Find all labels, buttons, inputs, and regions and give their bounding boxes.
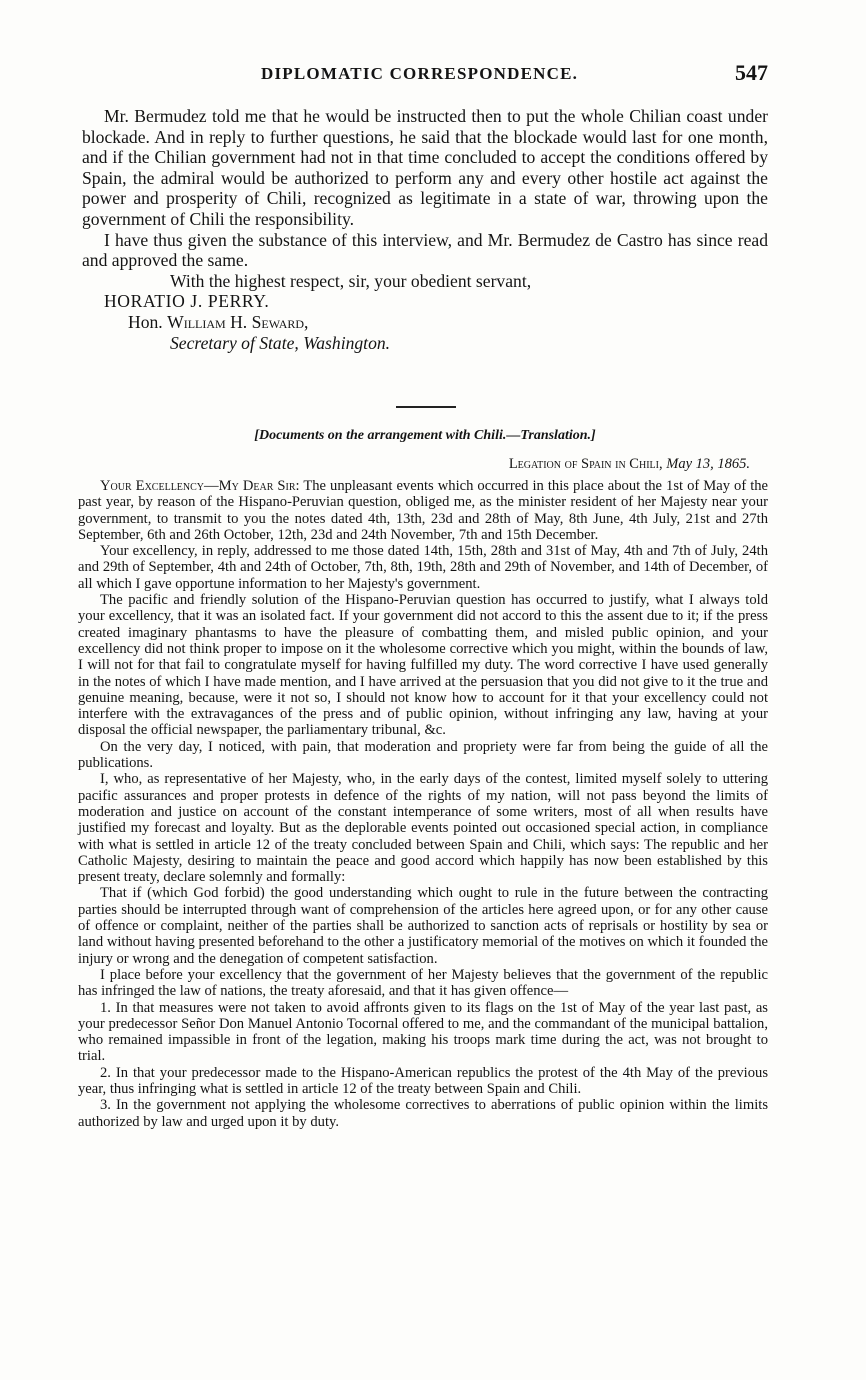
letter-paragraph: Mr. Bermudez told me that he would be instructed then to put the whole Chilian coast under blockade. And in reply to further questions, he said that the blockade would last for one month, and if the Chilian government had not in that time concluded to accept the conditions offered by Spain, the admiral would be authorized to perform any and every other hostile act against the power and prosperity of Chili, recognized as legitimate in a state of war, throwing upon the government of Chili the responsibility. [82,106,768,229]
section-divider [396,406,456,408]
letter-conclusion [82,106,768,353]
body-paragraph: I place before your excellency that the government of her Majesty believes that the government of the republic has infringed the law of nations, the treaty aforesaid, and that it has given offence— [78,966,768,1000]
letter-paragraph: I have thus given the substance of this interview, and Mr. Bermudez de Castro has since read and approved the same. [82,229,768,271]
addressee-title: Secretary of State, Washington. [170,332,391,353]
dateline [82,456,750,473]
signature: HORATIO J. PERRY. [104,291,270,312]
salutation: Your Excellency—My Dear Sir: [100,478,300,494]
body-paragraph: Your excellency, in reply, addressed to me those dated 14th, 15th, 28th and 31st of May, 4th and 7th of July, 24th and 29th of September, 4th and 24th of October, 7th, 8th, 19th, 28th and 29th of November, and 14th of December, of all which I gave opportune information to her Majesty's government. [78,543,768,592]
treaty-article-quote: That if (which God forbid) the good understanding which ought to rule in the future between the contracting parties should be interrupted through want of comprehension of the articles here agreed upon, or for any other cause of offence or complaint, neither of the parties shall be authorized to sanction acts of reprisals or hostility by sea or land without having presented beforehand to the other a justificatory memorial of the motives on which it founded the injury or wrong and the denegation of competent satisfaction. [78,885,768,967]
dateline-place: Legation of Spain in Chili, [508,456,663,472]
body-paragraph: I, who, as representative of her Majesty, who, in the early days of the contest, limited myself solely to uttering pacific assurances and proper protests in defence of the rights of my nation, will not pass beyond the limits of moderation and justice on account of the constant intemperance of some writers, most of all when results have justified my forecast and loyalty. But as the deplorable events pointed out occasioned special action, in compliance with what is settled in article 12 of the treaty concluded between Spain and Chili, which says: The republic and her Catholic Majesty, desiring to maintain the peace and good accord which happily has now been established by this present treaty, declare solemnly and formally: [78,771,768,886]
document-heading: [Documents on the arrangement with Chili.—Translation.] [254,428,596,443]
letter-closing: With the highest respect, sir, your obedient servant, [170,270,532,291]
dateline-date: May 13, 1865. [666,456,750,472]
grievance-item: 3. In the government not applying the wholesome correctives to aberrations of public opinion within the limits authorized by law and urged upon it by duty. [78,1097,768,1130]
addressee-name: William H. Seward, [167,311,309,332]
page-header [78,60,768,90]
body-paragraph: The pacific and friendly solution of the Hispano-Peruvian question has occurred to justify, what I always told your excellency, that it was an isolated fact. If your government did not accord to this the assent due to it; if the press created imaginary phantasms to have the pleasure of combatting them, and misled public opinion, and your excellency did not think proper to impose on it the wholesome corrective which you might, within the bounds of law, I will not for that fail to congratulate myself for having fulfilled my duty. The word corrective I have used generally in the notes of which I have made mention, and I have arrived at the persuasion that you did not give to it the true and genuine meaning, because, were it not so, I should not know how to account for it that your excellency could not interfere with the extravagances of the press and of public opinion, without infringing any law, having at your disposal the official newspaper, the parliamentary tribunal, &c. [78,592,768,739]
grievance-item: 2. In that your predecessor made to the Hispano-American republics the protest of the 4th May of the previous year, thus infringing what is settled in article 12 of the treaty between Spain and Chili. [78,1064,768,1097]
first-paragraph [78,478,768,543]
addressee [82,312,768,333]
running-title: DIPLOMATIC CORRESPONDENCE. [261,64,579,83]
addressee-prefix: Hon. [128,311,163,332]
body-paragraph: On the very day, I noticed, with pain, that moderation and propriety were far from being the guide of all the publications. [78,738,768,772]
document-body [78,478,768,1130]
page-number: 547 [735,60,768,85]
grievance-item: 1. In that measures were not taken to avoid affronts given to its flags on the 1st of May of the year last past, as your predecessor Señor Don Manuel Antonio Tocornal offered to me, and the commandant of the municipal battalion, who remained impassible in front of the legation, making his troops mark time during the act, was not brought to trial. [78,999,768,1065]
first-paragraph-text: The unpleasant events which occurred in this place about the 1st of May of the past year, by reason of the Hispano-Peruvian question, obliged me, as the minister resident of her Majesty near your government, to transmit to you the notes dated 4th, 13th, 23d and 28th of May, 8th June, 4th July, 21st and 27th September, 6th and 26th October, 12th, 23d and 24th November, 7th and 15th December. [78,478,769,543]
